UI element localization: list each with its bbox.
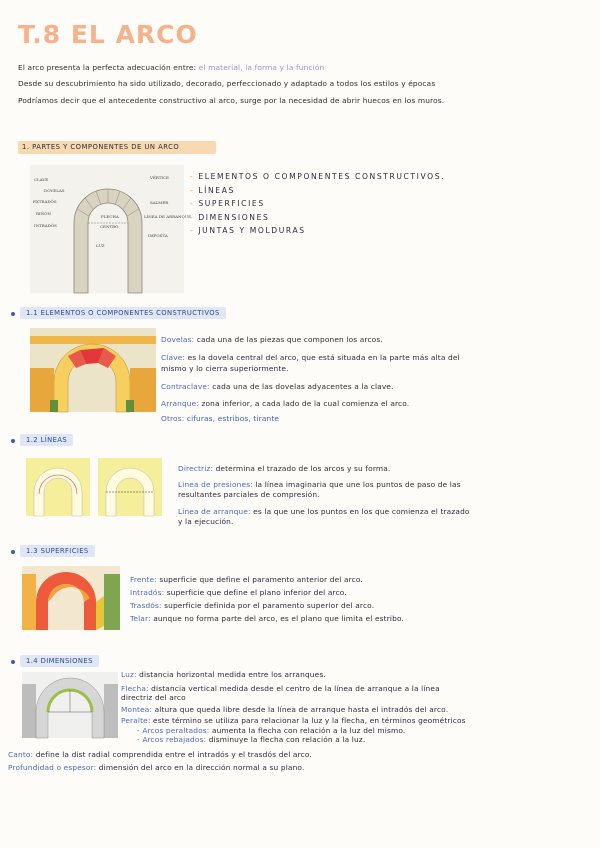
diagram-label: FLECHA — [101, 214, 119, 219]
diagram-label: CLAVE — [34, 177, 49, 182]
def-row: Trasdós: superficie definida por el paramento superior del arco. — [130, 601, 375, 610]
bullet-icon — [11, 550, 15, 554]
diagram-label: CENTRO — [100, 224, 119, 229]
def-row: Dovelas: cada una de las piezas que componen los arcos. — [161, 335, 383, 344]
diagram-label: LUZ — [96, 243, 105, 248]
dimensions-diagram — [22, 672, 118, 738]
bullet-icon — [11, 439, 15, 443]
def-row: resultantes parciales de compresión. — [178, 490, 320, 499]
bullet-icon — [11, 660, 15, 664]
surfaces-diagram — [22, 566, 120, 630]
def-row: Montea: altura que queda libre desde la línea de arranque hasta el intradós del arco. — [121, 704, 449, 714]
intro-highlight: el material, la forma y la función — [198, 63, 325, 72]
bullet-icon — [11, 312, 15, 316]
def-row: - Arcos peraltados: aumenta la flecha con relación a la luz del mismo. — [137, 725, 406, 735]
def-row: Arranque: zona inferior, a cada lado de la cual comienza el arco. — [161, 399, 410, 408]
def-row: Flecha: distancia vertical medida desde el centro de la línea de arranque a la línea — [121, 683, 440, 693]
def-row: Intradós: superficie que define el plano inferior del arco. — [130, 588, 347, 597]
def-row: Contraclave: cada una de las dovelas adyacentes a la clave. — [161, 381, 394, 391]
def-row: directriz del arco — [121, 693, 186, 702]
def-row: Línea de arranque: es la que une los puntos en los que comienza el trazado — [178, 506, 470, 516]
intro-text: El arco presenta la perfecta adecuación entre: — [18, 63, 197, 72]
def-row: Línea de presiones: la línea imaginaria que une los puntos de paso de las — [178, 479, 461, 489]
def-row: Canto: define la dist radial comprendida entre el intradós y el trasdós del arco. — [8, 750, 312, 759]
def-row: Telar: aunque no forma parte del arco, es el plano que limita el estribo. — [130, 614, 405, 623]
diagram-label: IMPOSTA — [148, 233, 168, 238]
arch-parts-diagram — [30, 165, 192, 293]
def-row: Peralte: este término se utiliza para relacionar la luz y la flecha, en términos geométricos — [121, 716, 466, 725]
def-row: - Arcos rebajados: disminuye la flecha con relación a la luz. — [137, 735, 366, 744]
def-row: Profundidad o espesor: dimensión del arco en la dirección normal a su plano. — [8, 763, 305, 772]
diagram-label: SALMER — [150, 200, 169, 205]
defs-lineas — [178, 464, 470, 528]
def-row: Otros: cifuras, estribos, tirante — [161, 413, 280, 423]
defs-dimensiones-extra — [8, 748, 312, 774]
defs-elementos — [161, 334, 460, 424]
diagram-label: LÍNEA DE ARRANQUE — [144, 214, 192, 219]
def-row: Clave: es la dovela central del arco, que está situada en la parte más alta del — [161, 352, 460, 362]
subsection-heading-superficies: 1.3 SUPERFICIES — [20, 545, 95, 557]
lines-diagram-1 — [26, 458, 90, 516]
lines-diagram-2 — [98, 458, 162, 516]
def-row: Directriz: determina el trazado de los arcos y su forma. — [178, 464, 391, 473]
def-row: y la ejecución. — [178, 517, 234, 526]
elements-diagram — [30, 328, 156, 412]
intro-line-1 — [18, 61, 324, 74]
intro-line-2: Desde su descubrimiento ha sido utilizado, decorado, perfeccionado y adaptado a todos los estilos y épocas — [18, 79, 436, 88]
defs-dimensiones — [121, 670, 466, 745]
page-title: T.8 EL ARCO — [18, 20, 198, 49]
defs-superficies — [130, 573, 404, 625]
diagram-label: RIÑÓN — [36, 211, 51, 216]
diagram-label: EXTRADÓS — [33, 199, 57, 204]
list-item: - LÍNEAS — [190, 185, 235, 195]
diagram-label: DOVELAS — [44, 188, 65, 193]
def-row: Luz: distancia horizontal medida entre los arranques. — [121, 670, 326, 679]
subsection-heading-dimensiones: 1.4 DIMENSIONES — [20, 655, 99, 667]
subsection-heading-elementos: 1.1 ELEMENTOS O COMPONENTES CONSTRUCTIVOS — [20, 307, 226, 319]
section-heading-parts: 1. PARTES Y COMPONENTES DE UN ARCO — [18, 141, 216, 154]
list-item: - JUNTAS Y MOLDURAS — [190, 226, 306, 235]
list-item: - SUPERFICIES — [190, 199, 265, 208]
list-item: - ELEMENTOS O COMPONENTES CONSTRUCTIVOS. — [190, 172, 446, 181]
list-item: - DIMENSIONES — [190, 212, 270, 222]
diagram-label: VÉRTICE — [150, 175, 169, 180]
diagram-label: INTRADÓS — [34, 223, 57, 228]
parts-list — [190, 170, 445, 238]
def-row: mismo y lo cierra superiormente. — [161, 364, 289, 373]
subsection-heading-lineas: 1.2 LÍNEAS — [20, 434, 73, 446]
def-row: Frente: superficie que define el paramento anterior del arco. — [130, 575, 363, 584]
intro-line-3: Podríamos decir que el antecedente constructivo al arco, surge por la necesidad de abrir huecos en los muros. — [18, 96, 445, 105]
